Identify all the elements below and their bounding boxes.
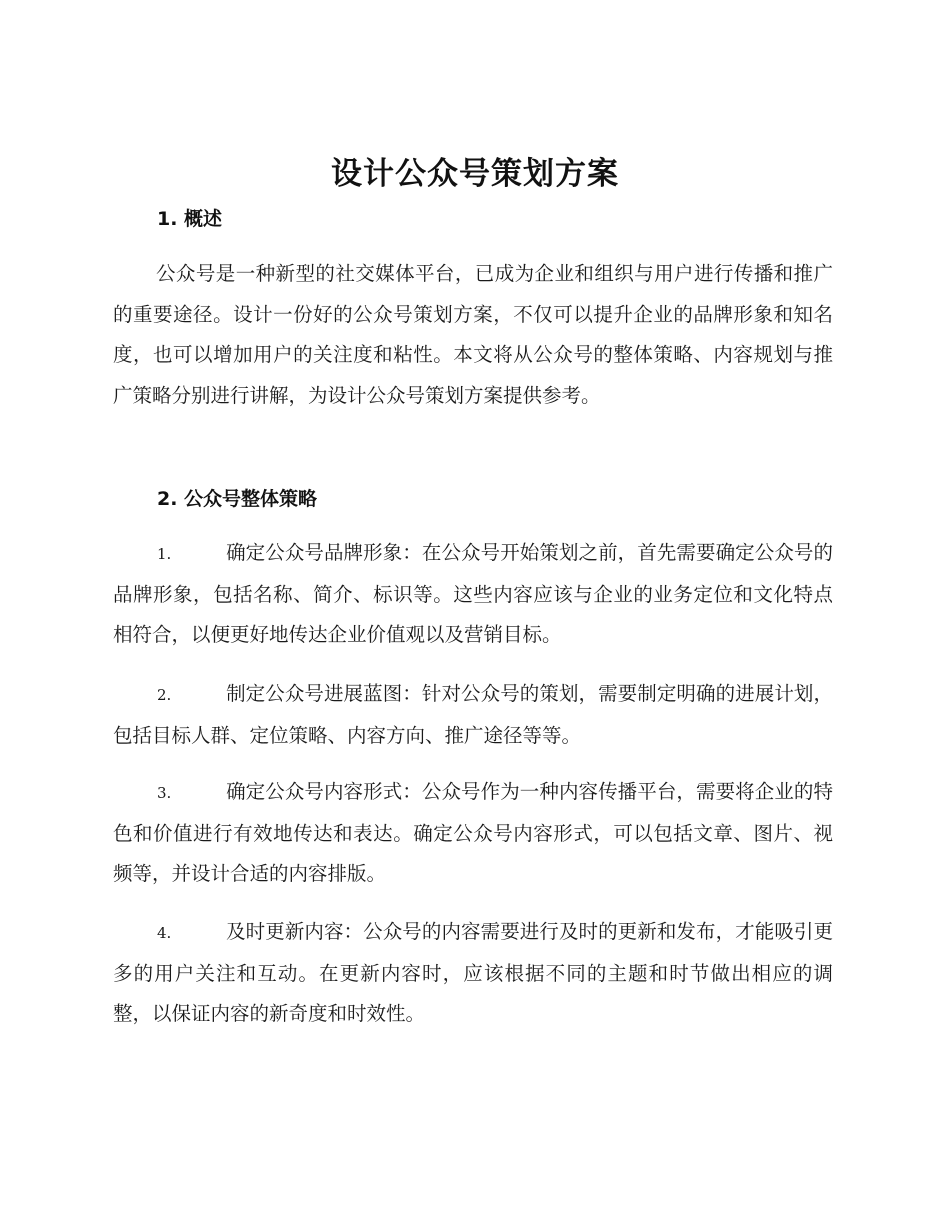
strategy-item xyxy=(113,912,833,1035)
section-heading-overview: 1. 概述 xyxy=(157,208,223,230)
list-item-text: 及时更新内容：公众号的内容需要进行及时的更新和发布，才能吸引更多的用户关注和互动。在更新内容时，应该根据不同的主题和时节做出相应的调整，以保证内容的新奇度和时效性。 xyxy=(113,920,833,1025)
list-item-number: 4. xyxy=(157,924,172,942)
overview-paragraph: 公众号是一种新型的社交媒体平台，已成为企业和组织与用户进行传播和推广的重要途径。设计一份好的公众号策划方案，不仅可以提升企业的品牌形象和知名度，也可以增加用户的关注度和粘性。本文将从公众号的整体策略、内容规划与推广策略分别进行讲解，为设计公众号策划方案提供参考。 xyxy=(113,262,833,407)
list-item-text: 确定公众号内容形式：公众号作为一种内容传播平台，需要将企业的特色和价值进行有效地传达和表达。确定公众号内容形式，可以包括文章、图片、视频等，并设计合适的内容排版。 xyxy=(113,780,833,885)
list-item-number: 1. xyxy=(157,545,172,563)
strategy-item xyxy=(113,674,833,756)
section-heading-strategy: 2. 公众号整体策略 xyxy=(157,488,318,510)
list-item-number: 2. xyxy=(157,686,172,704)
list-item-text: 制定公众号进展蓝图：针对公众号的策划，需要制定明确的进展计划，包括目标人群、定位策略、内容方向、推广途径等等。 xyxy=(113,682,833,747)
document-title: 设计公众号策划方案 xyxy=(331,156,619,192)
strategy-item xyxy=(113,772,833,895)
strategy-item xyxy=(113,533,833,656)
list-item-text: 确定公众号品牌形象：在公众号开始策划之前，首先需要确定公众号的品牌形象，包括名称、简介、标识等。这些内容应该与企业的业务定位和文化特点相符合，以便更好地传达企业价值观以及营销目标。 xyxy=(113,541,833,646)
list-item-number: 3. xyxy=(157,784,172,802)
